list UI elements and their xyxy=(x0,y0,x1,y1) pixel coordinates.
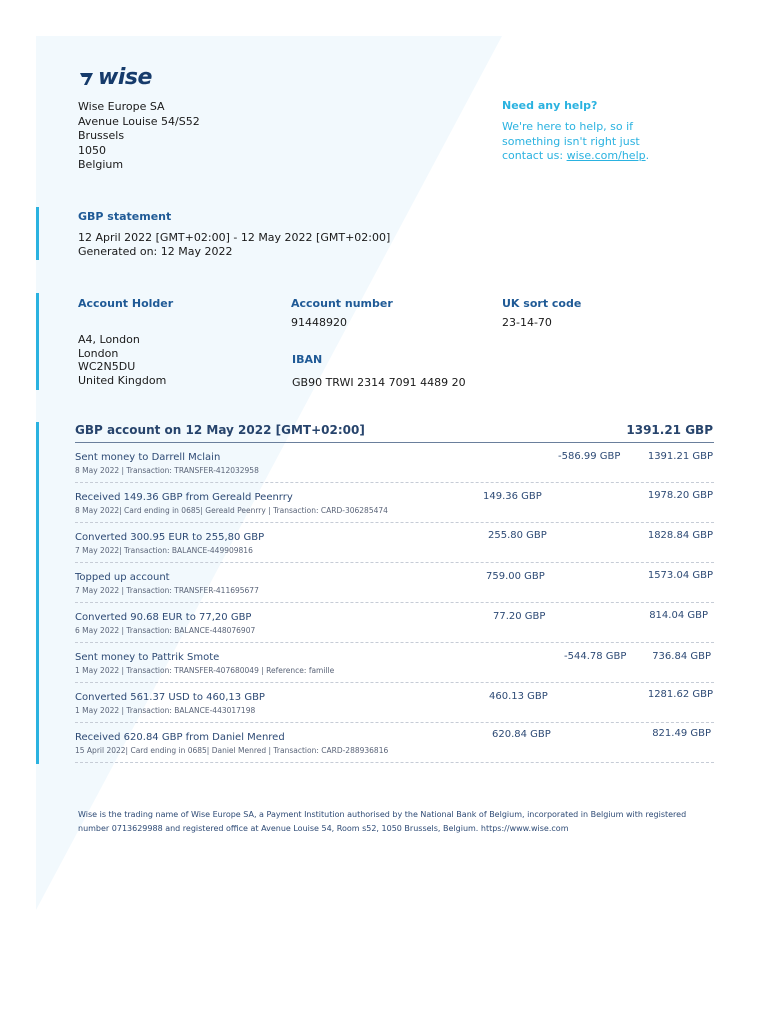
transaction-incoming: 460.13 GBP xyxy=(489,691,548,702)
transaction-title: Topped up account xyxy=(75,572,170,583)
table-row xyxy=(75,563,714,603)
table-row xyxy=(75,643,714,683)
transaction-incoming: 77.20 GBP xyxy=(493,611,546,622)
transaction-title: Received 620.84 GBP from Daniel Menred xyxy=(75,732,285,743)
iban-label: IBAN xyxy=(292,353,323,366)
account-number-label: Account number xyxy=(291,297,393,310)
statement-accent-bar xyxy=(36,207,39,260)
statement-period: 12 April 2022 [GMT+02:00] - 12 May 2022 [GMT+02:00] xyxy=(78,231,391,244)
transaction-title: Sent money to Darrell Mclain xyxy=(75,452,221,463)
help-box xyxy=(502,99,672,164)
help-text-period: . xyxy=(645,149,650,163)
transaction-title: Converted 561.37 USD to 460,13 GBP xyxy=(75,692,265,703)
sort-code-label: UK sort code xyxy=(502,297,582,310)
company-address xyxy=(78,100,200,173)
transaction-title: Received 149.36 GBP from Gereald Peenrry xyxy=(75,492,293,503)
sort-code-value: 23-14-70 xyxy=(502,316,552,329)
transaction-balance: 736.84 GBP xyxy=(652,651,711,662)
company-address-line: Avenue Louise 54/S52 xyxy=(78,114,200,128)
transaction-details: 7 May 2022| Transaction: BALANCE-449909816 xyxy=(75,546,253,555)
transaction-incoming: 255.80 GBP xyxy=(488,530,547,541)
company-address-line: 1050 xyxy=(78,143,106,157)
transaction-outgoing: -544.78 GBP xyxy=(564,651,627,662)
transaction-outgoing: -586.99 GBP xyxy=(558,451,621,462)
table-row xyxy=(75,523,714,563)
transaction-balance: 1828.84 GBP xyxy=(647,530,713,541)
holder-address-line: A4, London xyxy=(78,333,140,346)
help-title: Need any help? xyxy=(502,99,598,112)
footer-legal-text: Wise is the trading name of Wise Europe SA, a Payment Institution authorised by the National Bank of Belgium, incorporated in Belgium with registered number 0713629988 and registered office at Avenue Louise 54, Room s52, 1050 Brussels, Belgium. https://www.wise.com xyxy=(78,810,687,833)
statement-title: GBP statement xyxy=(78,210,172,223)
account-holder-label: Account Holder xyxy=(78,297,174,310)
transaction-balance: 1391.21 GBP xyxy=(647,451,713,462)
transaction-balance: 1281.62 GBP xyxy=(647,689,713,700)
transaction-details: 1 May 2022 | Transaction: BALANCE-443017198 xyxy=(75,706,256,715)
account-accent-bar xyxy=(36,293,39,390)
transaction-incoming: 149.36 GBP xyxy=(483,491,542,502)
table-row xyxy=(75,443,714,483)
wise-logo xyxy=(78,66,152,90)
transaction-details: 8 May 2022| Card ending in 0685| Gereald Peenrry | Transaction: CARD-306285474 xyxy=(75,506,388,515)
holder-address-line: London xyxy=(78,346,119,360)
statement-generated: Generated on: 12 May 2022 xyxy=(78,245,233,258)
account-holder-address xyxy=(78,333,166,387)
iban-value: GB90 TRWI 2314 7091 4489 20 xyxy=(292,376,466,389)
transaction-title: Sent money to Pattrik Smote xyxy=(75,652,220,663)
transaction-title: Converted 90.68 EUR to 77,20 GBP xyxy=(75,612,252,623)
table-row xyxy=(75,723,714,763)
transaction-details: 8 May 2022 | Transaction: TRANSFER-412032958 xyxy=(75,466,259,475)
transaction-details: 1 May 2022 | Transaction: TRANSFER-407680049 | Reference: famille xyxy=(75,666,335,675)
company-address-line: Belgium xyxy=(78,158,124,172)
transaction-details: 6 May 2022 | Transaction: BALANCE-448076907 xyxy=(75,626,256,635)
table-row xyxy=(75,603,714,643)
transaction-balance: 821.49 GBP xyxy=(652,728,711,739)
transaction-details: 7 May 2022 | Transaction: TRANSFER-411695677 xyxy=(75,586,259,595)
help-text-body: We're here to help, so if something isn't right just contact us: xyxy=(502,120,640,163)
wise-flag-icon xyxy=(78,69,96,87)
row-divider xyxy=(75,762,714,763)
account-summary-balance: 1391.21 GBP xyxy=(626,423,713,437)
wise-logo-text: wise xyxy=(98,65,152,90)
transaction-incoming: 620.84 GBP xyxy=(492,729,551,740)
transactions-accent-bar xyxy=(36,422,39,764)
holder-address-line: WC2N5DU xyxy=(78,360,136,374)
holder-address-line: United Kingdom xyxy=(78,373,167,387)
help-link[interactable]: wise.com/help xyxy=(566,149,646,163)
transaction-incoming: 759.00 GBP xyxy=(486,571,545,582)
company-address-line: Wise Europe SA xyxy=(78,100,165,113)
transaction-title: Converted 300.95 EUR to 255,80 GBP xyxy=(75,532,265,543)
transaction-balance: 814.04 GBP xyxy=(649,610,708,621)
account-summary-title: GBP account on 12 May 2022 [GMT+02:00] xyxy=(75,423,365,437)
account-number-value: 91448920 xyxy=(291,316,347,329)
help-text xyxy=(502,120,672,164)
table-row xyxy=(75,483,714,523)
table-row xyxy=(75,683,714,723)
transaction-details: 15 April 2022| Card ending in 0685| Daniel Menred | Transaction: CARD-288936816 xyxy=(75,746,389,755)
transaction-balance: 1978.20 GBP xyxy=(647,490,713,501)
transaction-balance: 1573.04 GBP xyxy=(647,570,713,581)
company-address-line: Brussels xyxy=(78,129,125,143)
